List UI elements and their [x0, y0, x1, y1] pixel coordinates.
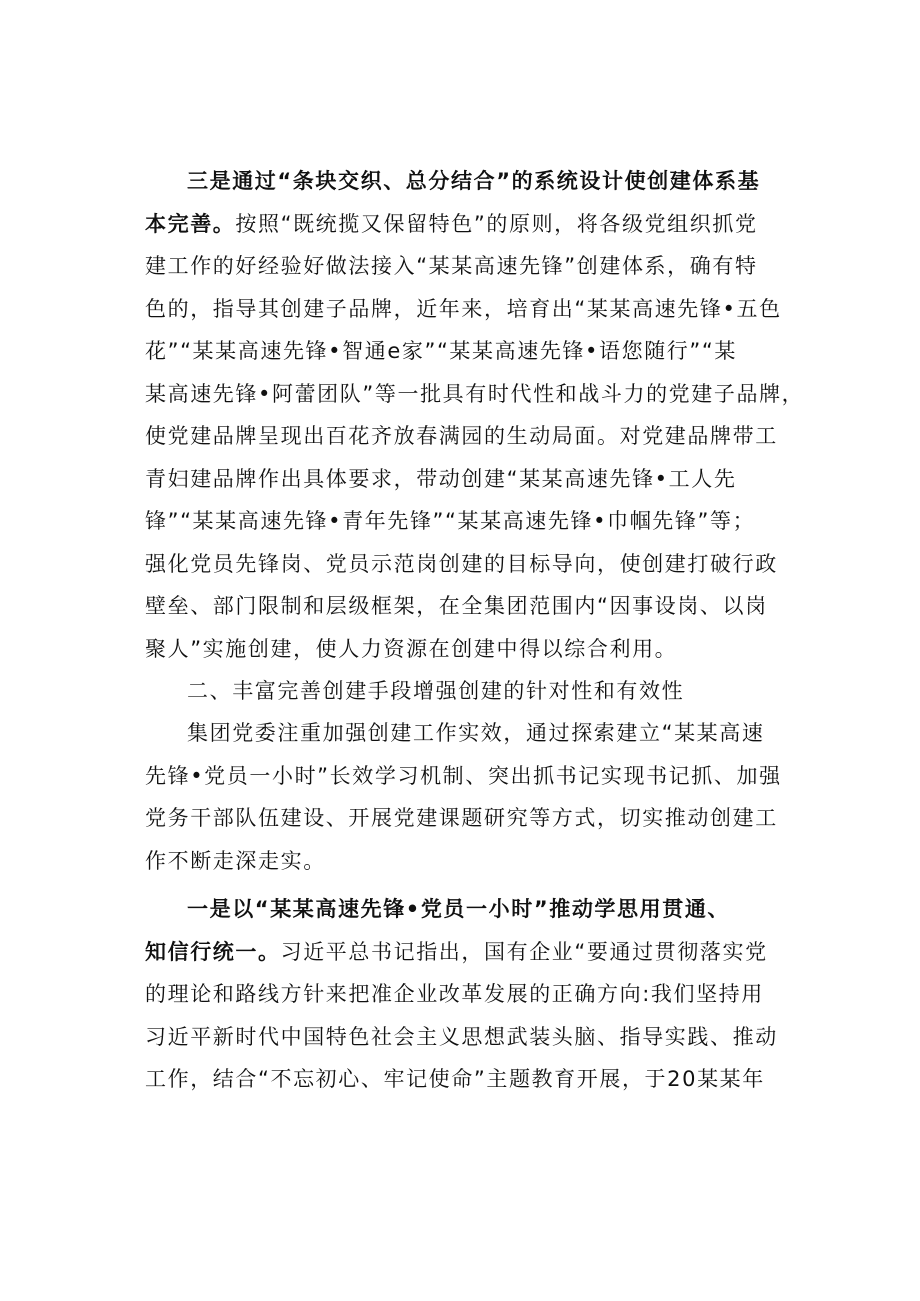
para-line: 锋”“某某高速先锋•青年先锋”“某某高速先锋•巾帼先锋”等；	[145, 509, 756, 533]
paragraph-group-committee	[145, 712, 782, 882]
para-line: 某高速先锋•阿蕾团队”等一批具有时代性和战斗力的党建子品牌，	[145, 381, 805, 406]
para-lead-bold: 知信行统一。	[145, 939, 281, 964]
para-line: 青妇建品牌作出具体要求，带动创建“某某高速先锋•工人先	[145, 466, 737, 491]
para-line: 作不断走深走实。	[145, 848, 326, 873]
para-line: 强化党员先锋岗、党员示范岗创建的目标导向，使创建打破行政	[145, 551, 778, 576]
para-line	[145, 931, 778, 974]
para-line-rest: 按照“既统揽又保留特色”的原则，将各级党组织抓党	[235, 211, 758, 236]
paragraph-three-shi	[145, 160, 804, 670]
para-line: 花”“某某高速先锋•智通e家”“某某高速先锋•语您随行”“某	[145, 339, 737, 363]
para-line: 先锋•党员一小时”长效学习机制、突出抓书记实现书记抓、加强	[145, 763, 782, 788]
para-line: 壁垒、部门限制和层级框架，在全集团范围内“因事设岗、以岗	[145, 594, 768, 618]
section-heading-text: 二、丰富完善创建手段增强创建的针对性和有效性	[187, 679, 685, 703]
para-line: 建工作的好经验好做法接入“某某高速先锋”创建体系，确有特	[145, 254, 758, 278]
paragraph-one-shi	[145, 888, 778, 1101]
para-lead-bold: 本完善。	[145, 211, 236, 236]
para-line: 聚人”实施创建，使人力资源在创建中得以综合利用。	[145, 636, 678, 661]
para-line-rest: 习近平总书记指出，国有企业“要通过贯彻落实党	[280, 939, 768, 964]
para-line	[145, 203, 804, 246]
para-line: 工作，结合“不忘初心、牢记使命”主题教育开展，于20某某年	[145, 1067, 765, 1091]
para-line: 的理论和路线方针来把准企业改革发展的正确方向:我们坚持用	[145, 982, 764, 1006]
section-heading	[145, 670, 684, 713]
para-line: 三是通过“条块交织、总分结合”的系统设计使创建体系基	[187, 169, 761, 193]
para-line: 使党建品牌呈现出百花齐放春满园的生动局面。对党建品牌带工	[145, 424, 778, 448]
para-line: 色的，指导其创建子品牌，近年来，培育出“某某高速先锋•五色	[145, 296, 782, 321]
para-line: 党务干部队伍建设、开展党建课题研究等方式，切实推动创建工	[145, 806, 778, 830]
para-line: 一是以“某某高速先锋•党员一小时”推动学思用贯通、	[187, 897, 731, 921]
para-line: 集团党委注重加强创建工作实效，通过探索建立“某某高速	[187, 721, 765, 745]
para-line: 习近平新时代中国特色社会主义思想武装头脑、指导实践、推动	[145, 1024, 778, 1049]
